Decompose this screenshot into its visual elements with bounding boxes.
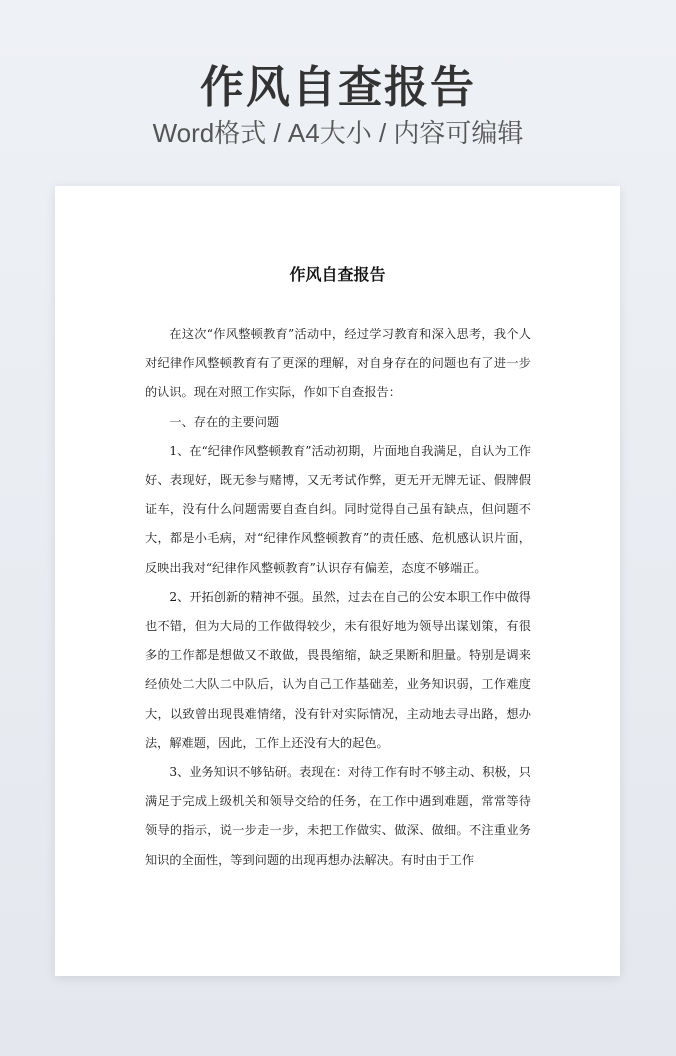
document-page (55, 186, 620, 976)
document-body (145, 320, 531, 875)
section-heading: 一、存在的主要问题 (169, 414, 280, 429)
paragraph-item-1: 1、在“纪律作风整顿教育”活动初期，片面地自我满足，自认为工作好、表现好，既无参与赌博，又无考试作弊，更无开无牌无证、假牌假证车，没有什么问题需要自查自纠。同时觉得自己虽有缺点，但问题不大，都是小毛病，对“纪律作风整顿教育”的责任感、危机感认识片面，反映出我对“纪律作风整顿教育”认识存有偏差，态度不够端正。 (145, 443, 531, 575)
page-title: 作风自查报告 (200, 62, 476, 113)
paragraph-item-2: 2、开拓创新的精神不强。虽然，过去在自己的公安本职工作中做得也不错，但为大局的工作做得较少，未有很好地为领导出谋划策，有很多的工作都是想做又不敢做，畏畏缩缩，缺乏果断和胆量。特别是调来经侦处二大队二中队后，认为自己工作基础差，业务知识弱，工作难度大，以致曾出现畏难情绪，没有针对实际情况，主动地去寻出路，想办法，解难题，因此，工作上还没有大的起色。 (145, 589, 531, 750)
paragraph-intro: 在这次“作风整顿教育”活动中，经过学习教育和深入思考，我个人对纪律作风整顿教育有了更深的理解，对自身存在的问题也有了进一步的认识。现在对照工作实际，作如下自查报告： (145, 327, 531, 400)
paragraph-item-3: 3、业务知识不够钻研。表现在：对待工作有时不够主动、积极，只满足于完成上级机关和领导交给的任务，在工作中遇到难题，常常等待领导的指示，说一步走一步，未把工作做实、做深、做细。不注重业务知识的全面性，等到问题的出现再想办法解决。有时由于工作 (145, 765, 531, 867)
document-title: 作风自查报告 (289, 265, 386, 284)
page-subtitle: Word格式 / A4大小 / 内容可编辑 (152, 118, 524, 148)
